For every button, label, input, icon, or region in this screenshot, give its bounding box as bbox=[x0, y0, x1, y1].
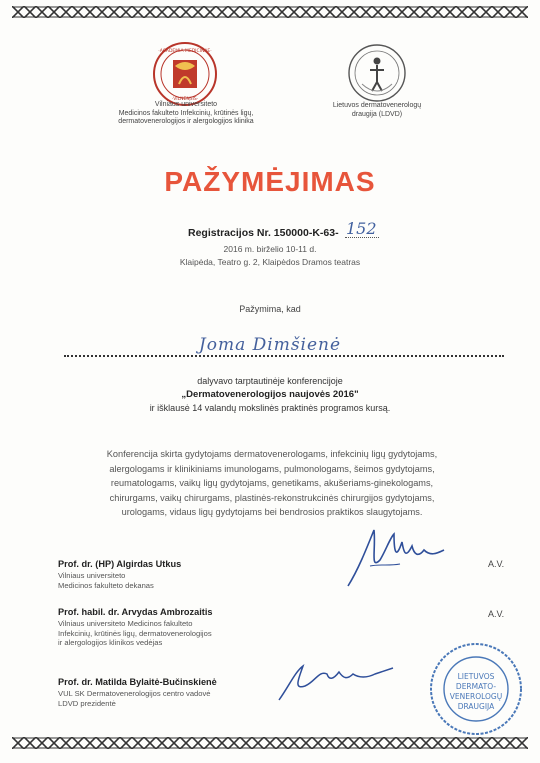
recipient-name: Joma Dimšienė bbox=[198, 335, 342, 355]
registration-dotted-line bbox=[345, 237, 379, 238]
conference-description bbox=[62, 447, 482, 520]
stamp-icon bbox=[426, 641, 526, 737]
decorative-border-bottom bbox=[12, 737, 528, 749]
signatory-utkus bbox=[58, 559, 181, 590]
registration-label: Registracijos Nr. 150000-K-63- bbox=[188, 227, 339, 239]
description-line: Konferencija skirta gydytojams dermatovenerologams, infekcinių ligų gydytojams, bbox=[106, 449, 438, 459]
ldvd-caption-line: Lietuvos dermatovenerologų bbox=[332, 102, 422, 109]
description-line: urologams, vidaus ligų gydytojams bei bendrosios praktikos slaugytojams. bbox=[121, 507, 423, 517]
signatory-bylaite bbox=[58, 677, 217, 708]
signatory-title: Vilniaus universiteto Medicinos fakulteto bbox=[58, 619, 193, 628]
av-label: A.V. bbox=[488, 559, 505, 569]
svg-text:DRAUGIJA: DRAUGIJA bbox=[457, 702, 495, 711]
description-line: chirurgams, vaikų chirurgams, plastinės-rekonstrukcinės chirurgijos gydytojams, bbox=[109, 492, 435, 503]
university-seal-icon bbox=[151, 40, 219, 108]
svg-text:LIETUVOS: LIETUVOS bbox=[457, 672, 495, 681]
signatory-title: VUL SK Dermatovenerologijos centro vadovė bbox=[58, 689, 211, 698]
course-line: ir išklausė 14 valandų mokslinės praktinės programos kursą. bbox=[149, 403, 391, 413]
signatory-name: Prof. dr. (HP) Algirdas Utkus bbox=[58, 559, 182, 569]
signatory-title: Medicinos fakulteto dekanas bbox=[58, 580, 154, 590]
description-line: reumatologams, vaikų ligų gydytojams, genetikams, akušeriams-ginekologams, bbox=[110, 478, 434, 488]
av-label: A.V. bbox=[488, 609, 505, 619]
signatory-name: Prof. dr. Matilda Bylaitė-Bučinskienė bbox=[58, 677, 217, 687]
registration-number: 152 bbox=[346, 219, 377, 238]
participation-line: dalyvavo tarptautinėje konferencijoje bbox=[197, 376, 343, 386]
university-caption-line: Vilniaus universiteto bbox=[154, 101, 218, 108]
signatory-name: Prof. habil. dr. Arvydas Ambrozaitis bbox=[58, 607, 213, 617]
university-caption-line: Medicinos fakulteto Infekcinių, krūtinės ligų, bbox=[118, 109, 254, 117]
university-caption-line: dermatovenerologijos ir alergologijos klinika bbox=[118, 118, 254, 125]
svg-text:·VILNENSIS·: ·VILNENSIS· bbox=[171, 97, 199, 102]
certify-text: Pažymima, kad bbox=[239, 304, 301, 314]
decorative-border-top bbox=[12, 6, 528, 18]
ldvd-caption bbox=[310, 102, 444, 119]
svg-text:VENEROLOGŲ: VENEROLOGŲ bbox=[449, 692, 503, 701]
signatory-title: ir alergologijos klinikos vedėjas bbox=[58, 638, 163, 648]
event-place: Klaipėda, Teatro g. 2, Klaipėdos Dramos teatras bbox=[179, 257, 361, 267]
signature-icon bbox=[275, 656, 395, 704]
certificate-title: PAŽYMĖJIMAS bbox=[164, 166, 376, 197]
svg-text:·ACADEMIA·MEDICINAE·: ·ACADEMIA·MEDICINAE· bbox=[158, 49, 212, 54]
university-caption bbox=[96, 101, 276, 127]
description-line: alergologams ir klinikiniams imunologams, pulmonologams, šeimos gydytojams, bbox=[109, 463, 435, 474]
ldvd-caption-line: draugija (LDVD) bbox=[351, 110, 403, 118]
event-date: 2016 m. birželio 10-11 d. bbox=[223, 244, 317, 254]
svg-text:DERMATO-: DERMATO- bbox=[455, 682, 497, 691]
recipient-dotted-line bbox=[64, 355, 504, 357]
signatory-title: LDVD prezidentė bbox=[58, 698, 116, 708]
signatory-ambrozaitis bbox=[58, 607, 213, 648]
conference-name: „Dermatovenerologijos naujovės 2016" bbox=[181, 389, 359, 400]
signature-icon bbox=[340, 520, 450, 592]
signatory-title: Infekcinių, krūtinės ligų, dermatovenerologijos bbox=[58, 628, 212, 638]
ldvd-logo-icon bbox=[346, 42, 408, 104]
signatory-title: Vilniaus universiteto bbox=[58, 571, 126, 580]
